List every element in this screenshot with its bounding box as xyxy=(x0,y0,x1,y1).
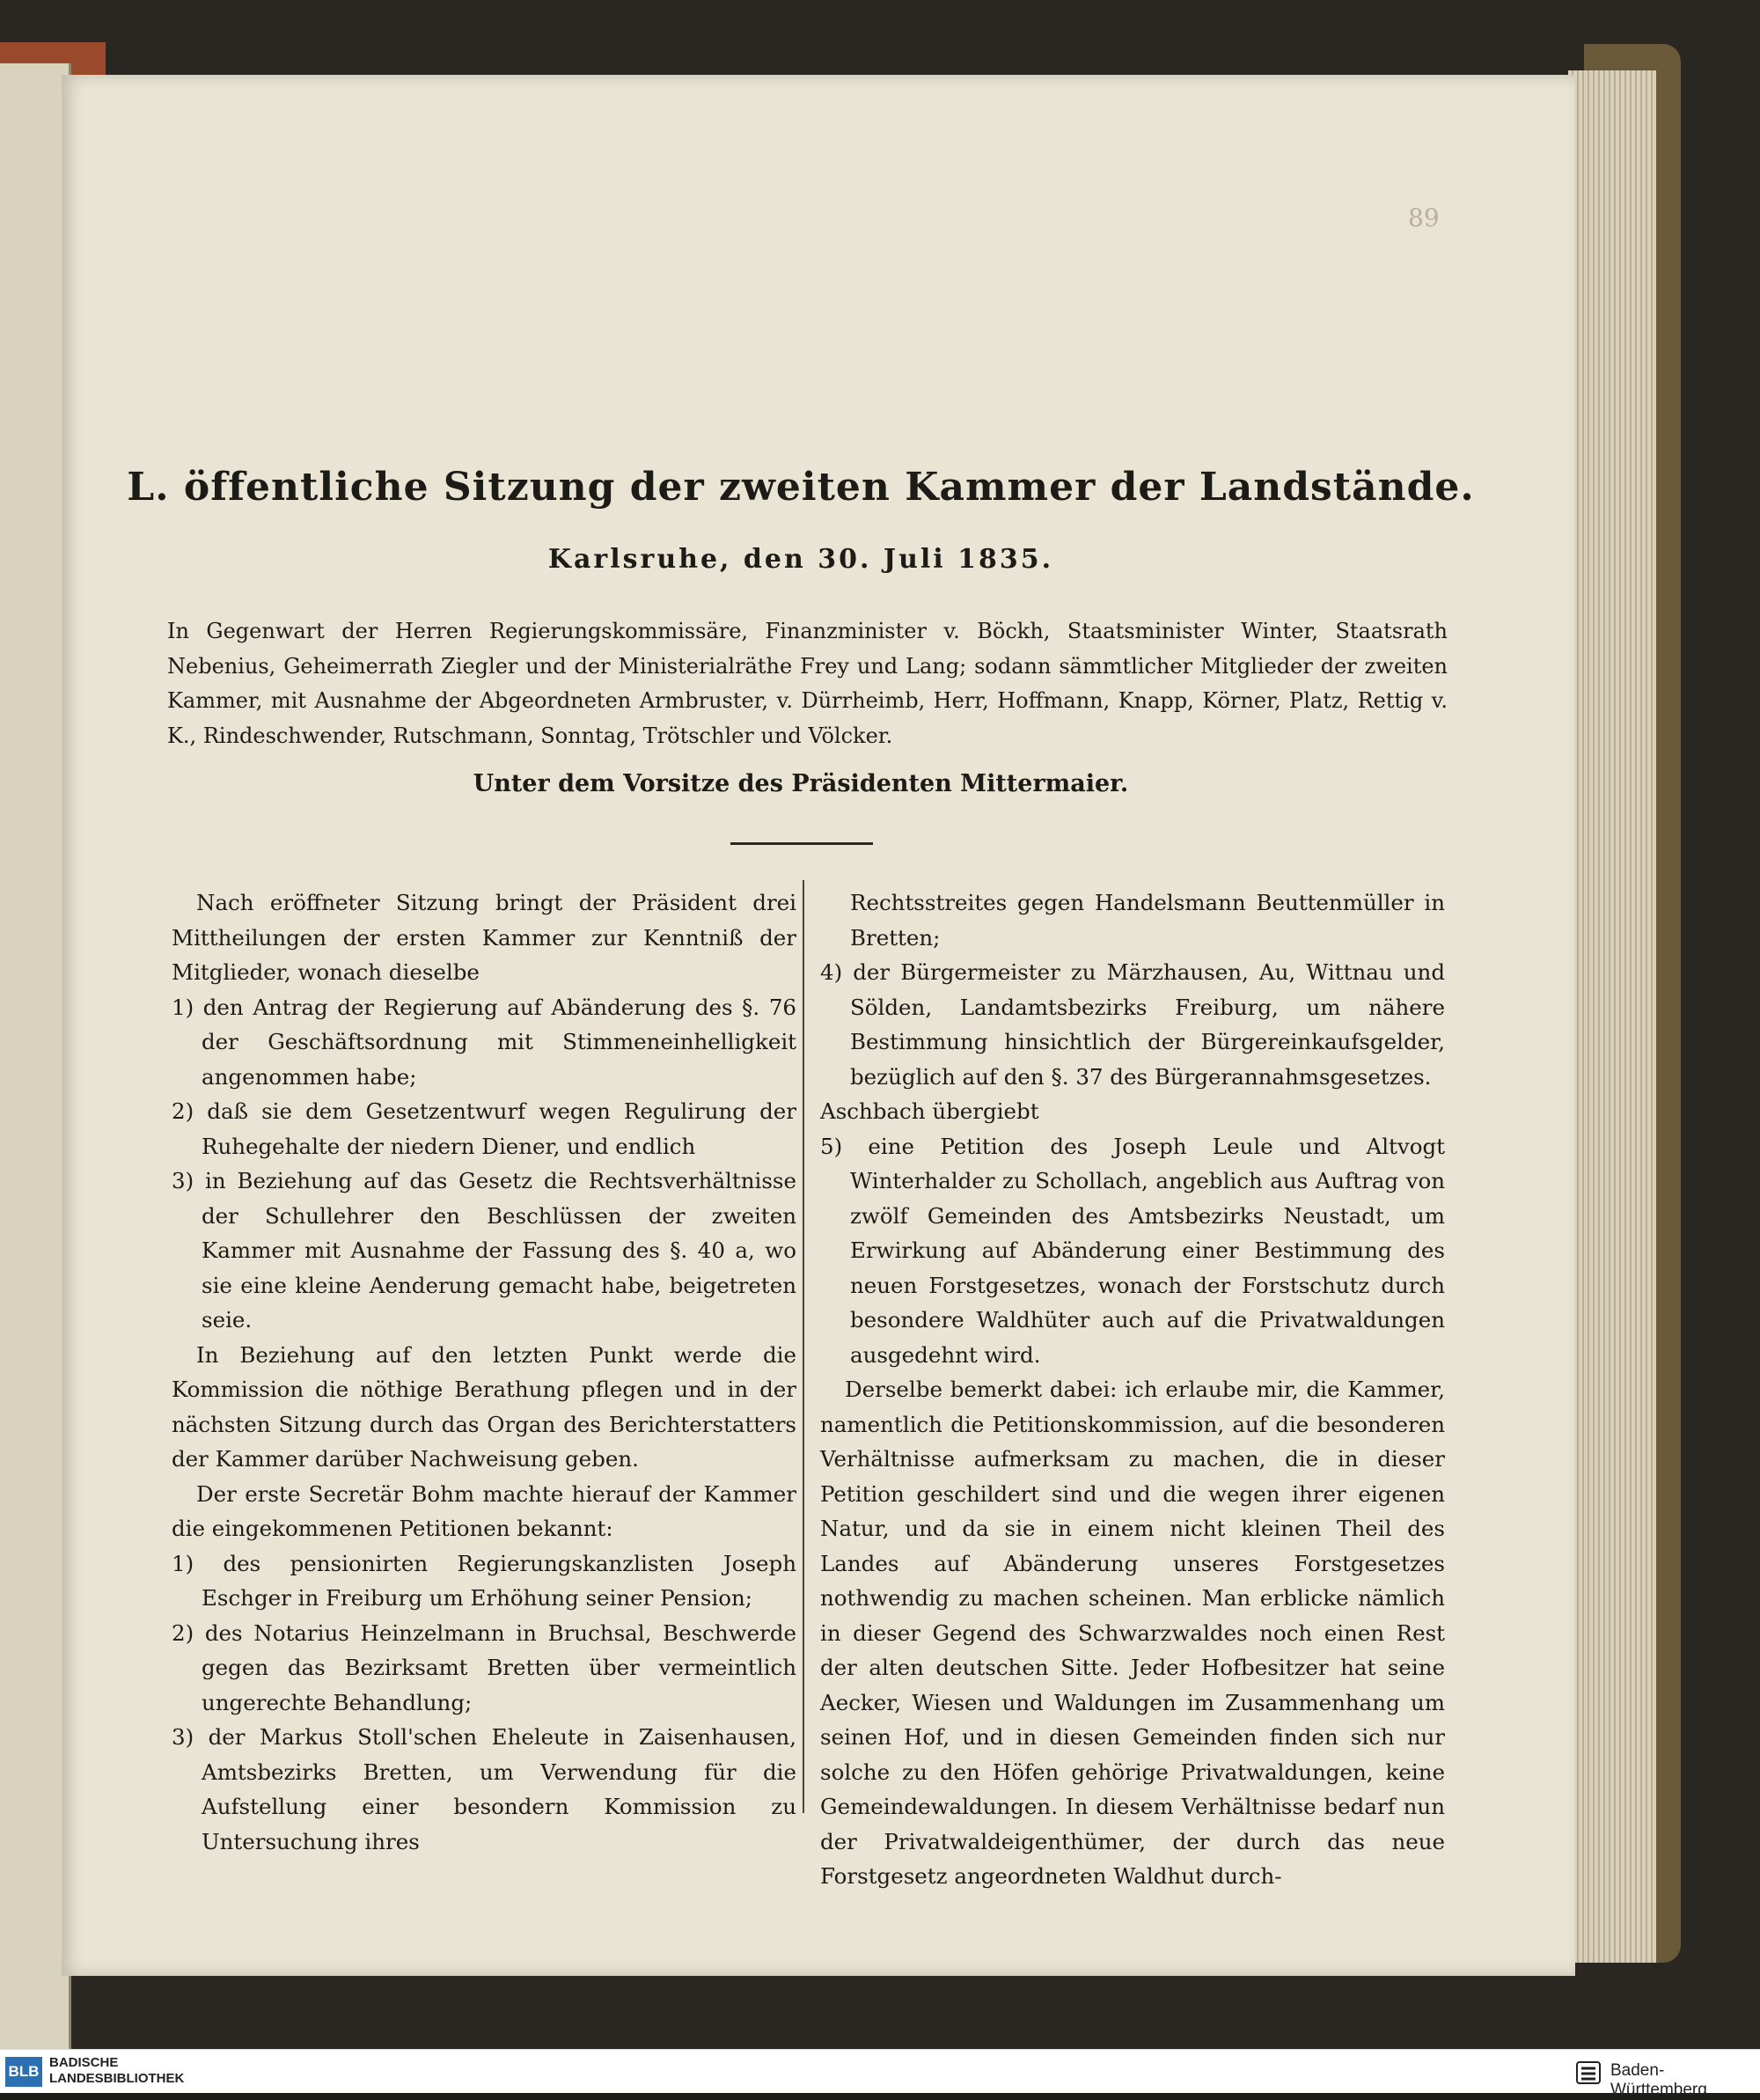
handover-line: Aschbach übergiebt xyxy=(820,1098,1039,1124)
petition-item: 3) der Markus Stoll'schen Eheleute in Zaisenhausen, Amtsbezirks Bretten, um Verwendung für die Aufstellung einer besondern Kommission zu Untersuchung ihres xyxy=(172,1724,796,1854)
petition-item: 1) des pensionirten Regierungskanzlisten Joseph Eschger in Freiburg um Erhöhung seiner Pension; xyxy=(172,1550,796,1611)
library-name xyxy=(49,2055,184,2087)
place-date: Karlsruhe, den 30. Juli 1835. xyxy=(547,544,1054,575)
communication-item: 2) daß sie dem Gesetzentwurf wegen Regulirung der Ruhegehalte der niedern Diener, und endlich xyxy=(172,1098,796,1159)
state-name: Baden-Württemberg xyxy=(1610,2061,1707,2099)
petitions-intro: Der erste Secretär Bohm machte hierauf der Kammer die eingekommenen Petitionen bekannt: xyxy=(172,1480,796,1541)
state-coat-of-arms-icon xyxy=(1573,2057,1603,2087)
library-name-line2: LANDESBIBLIOTHEK xyxy=(49,2071,185,2086)
facing-page-edge xyxy=(0,63,71,2049)
commission-paragraph: In Beziehung auf den letzten Punkt werde die Kommission die nöthige Berathung pflegen und in der nächsten Sitzung durch das Organ des Berichterstatters der Kammer darüber Nachweisung geben. xyxy=(172,1341,796,1472)
library-name-line1: BADISCHE xyxy=(49,2055,119,2070)
opening-paragraph: Nach eröffneter Sitzung bringt der Präsident drei Mittheilungen der ersten Kammer zur Kenntniß der Mitglieder, wonach dieselbe xyxy=(172,890,796,985)
page-number: 89 xyxy=(1408,203,1440,232)
communication-item: 1) den Antrag der Regierung auf Abänderung des §. 76 der Geschäftsordnung mit Stimmeneinhelligkeit angenommen habe; xyxy=(172,994,796,1090)
left-column xyxy=(172,885,796,1859)
blb-logo-icon: BLB xyxy=(5,2057,42,2087)
separator-rule xyxy=(730,842,873,845)
presidency-line: Unter dem Vorsitze des Präsidenten Mittermaier. xyxy=(473,770,1129,797)
session-title: L. öffentliche Sitzung der zweiten Kammer der Landstände. xyxy=(127,465,1475,510)
speech-paragraph: Derselbe bemerkt dabei: ich erlaube mir, die Kammer, namentlich die Petitionskommission, auf die besonderen Verhältnisse aufmerksam zu machen, die in dieser Petition geschildert sind und die wegen ihrer eigenen Natur, und da sie in einem nicht kleinen Theil des Landes auf Abänderung unseres Forstgesetzes nothwendig zu machen scheinen. Man erblicke nämlich in dieser Gegend des Schwarzwaldes noch einen Rest der alten deutschen Sitte. Jeder Hofbesitzer hat seine Aecker, Wiesen und Waldungen im Zusammenhang um seinen Hof, und in diesen Gemeinden finden sich nur solche zu den Höfen gehörige Privatwaldungen, keine Gemeindewaldungen. In diesem Verhältnisse bedarf nun der Privatwaldeigenthümer, der durch das neue Forstgesetz angeordneten Waldhut durch- xyxy=(820,1377,1445,1889)
petition-item: 4) der Bürgermeister zu Märzhausen, Au, Wittnau und Sölden, Landamtsbezirks Freiburg, um nähere Bestimmung hinsichtlich der Bürgereinkaufsgelder, bezüglich auf den §. 37 des Bürgerannahmsgesetzes. xyxy=(820,959,1445,1090)
right-column xyxy=(820,885,1445,1894)
column-divider xyxy=(803,880,804,1813)
petition-item: 2) des Notarius Heinzelmann in Bruchsal, Beschwerde gegen das Bezirksamt Bretten über vermeintlich ungerechte Behandlung; xyxy=(172,1619,796,1715)
petition-continuation: Rechtsstreites gegen Handelsmann Beuttenmüller in Bretten; xyxy=(850,890,1445,951)
communication-item: 3) in Beziehung auf das Gesetz die Rechtsverhältnisse der Schullehrer den Beschlüssen der zweiten Kammer mit Ausnahme der Fassung des §. 40 a, wo sie eine kleine Aenderung gemacht habe, beigetreten seie. xyxy=(172,1168,796,1333)
petition-item: 5) eine Petition des Joseph Leule und Altvogt Winterhalder zu Schollach, angeblich aus Auftrag von zwölf Gemeinden des Amtsbezirks Neustadt, um Erwirkung auf Abänderung einer Bestimmung des neuen Forstgesetzes, wonach der Forstschutz durch besondere Waldhüter auch auf die Privatwaldungen ausgedehnt wird. xyxy=(820,1133,1445,1368)
viewer-footer xyxy=(0,2049,1760,2099)
page-stack-edges xyxy=(1568,70,1656,1963)
attendance-paragraph: In Gegenwart der Herren Regierungskommissäre, Finanzminister v. Böckh, Staatsminister Winter, Staatsrath Nebenius, Geheimerrath Ziegler und der Ministerialräthe Frey und Lang; sodann sämmtlicher Mitglieder der zweiten Kammer, mit Ausnahme der Abgeordneten Armbruster, v. Dürrheimb, Herr, Hoffmann, Knapp, Körner, Platz, Rettig v. K., Rindeschwender, Rutschmann, Sonntag, Trötschler und Völcker. xyxy=(167,619,1448,748)
